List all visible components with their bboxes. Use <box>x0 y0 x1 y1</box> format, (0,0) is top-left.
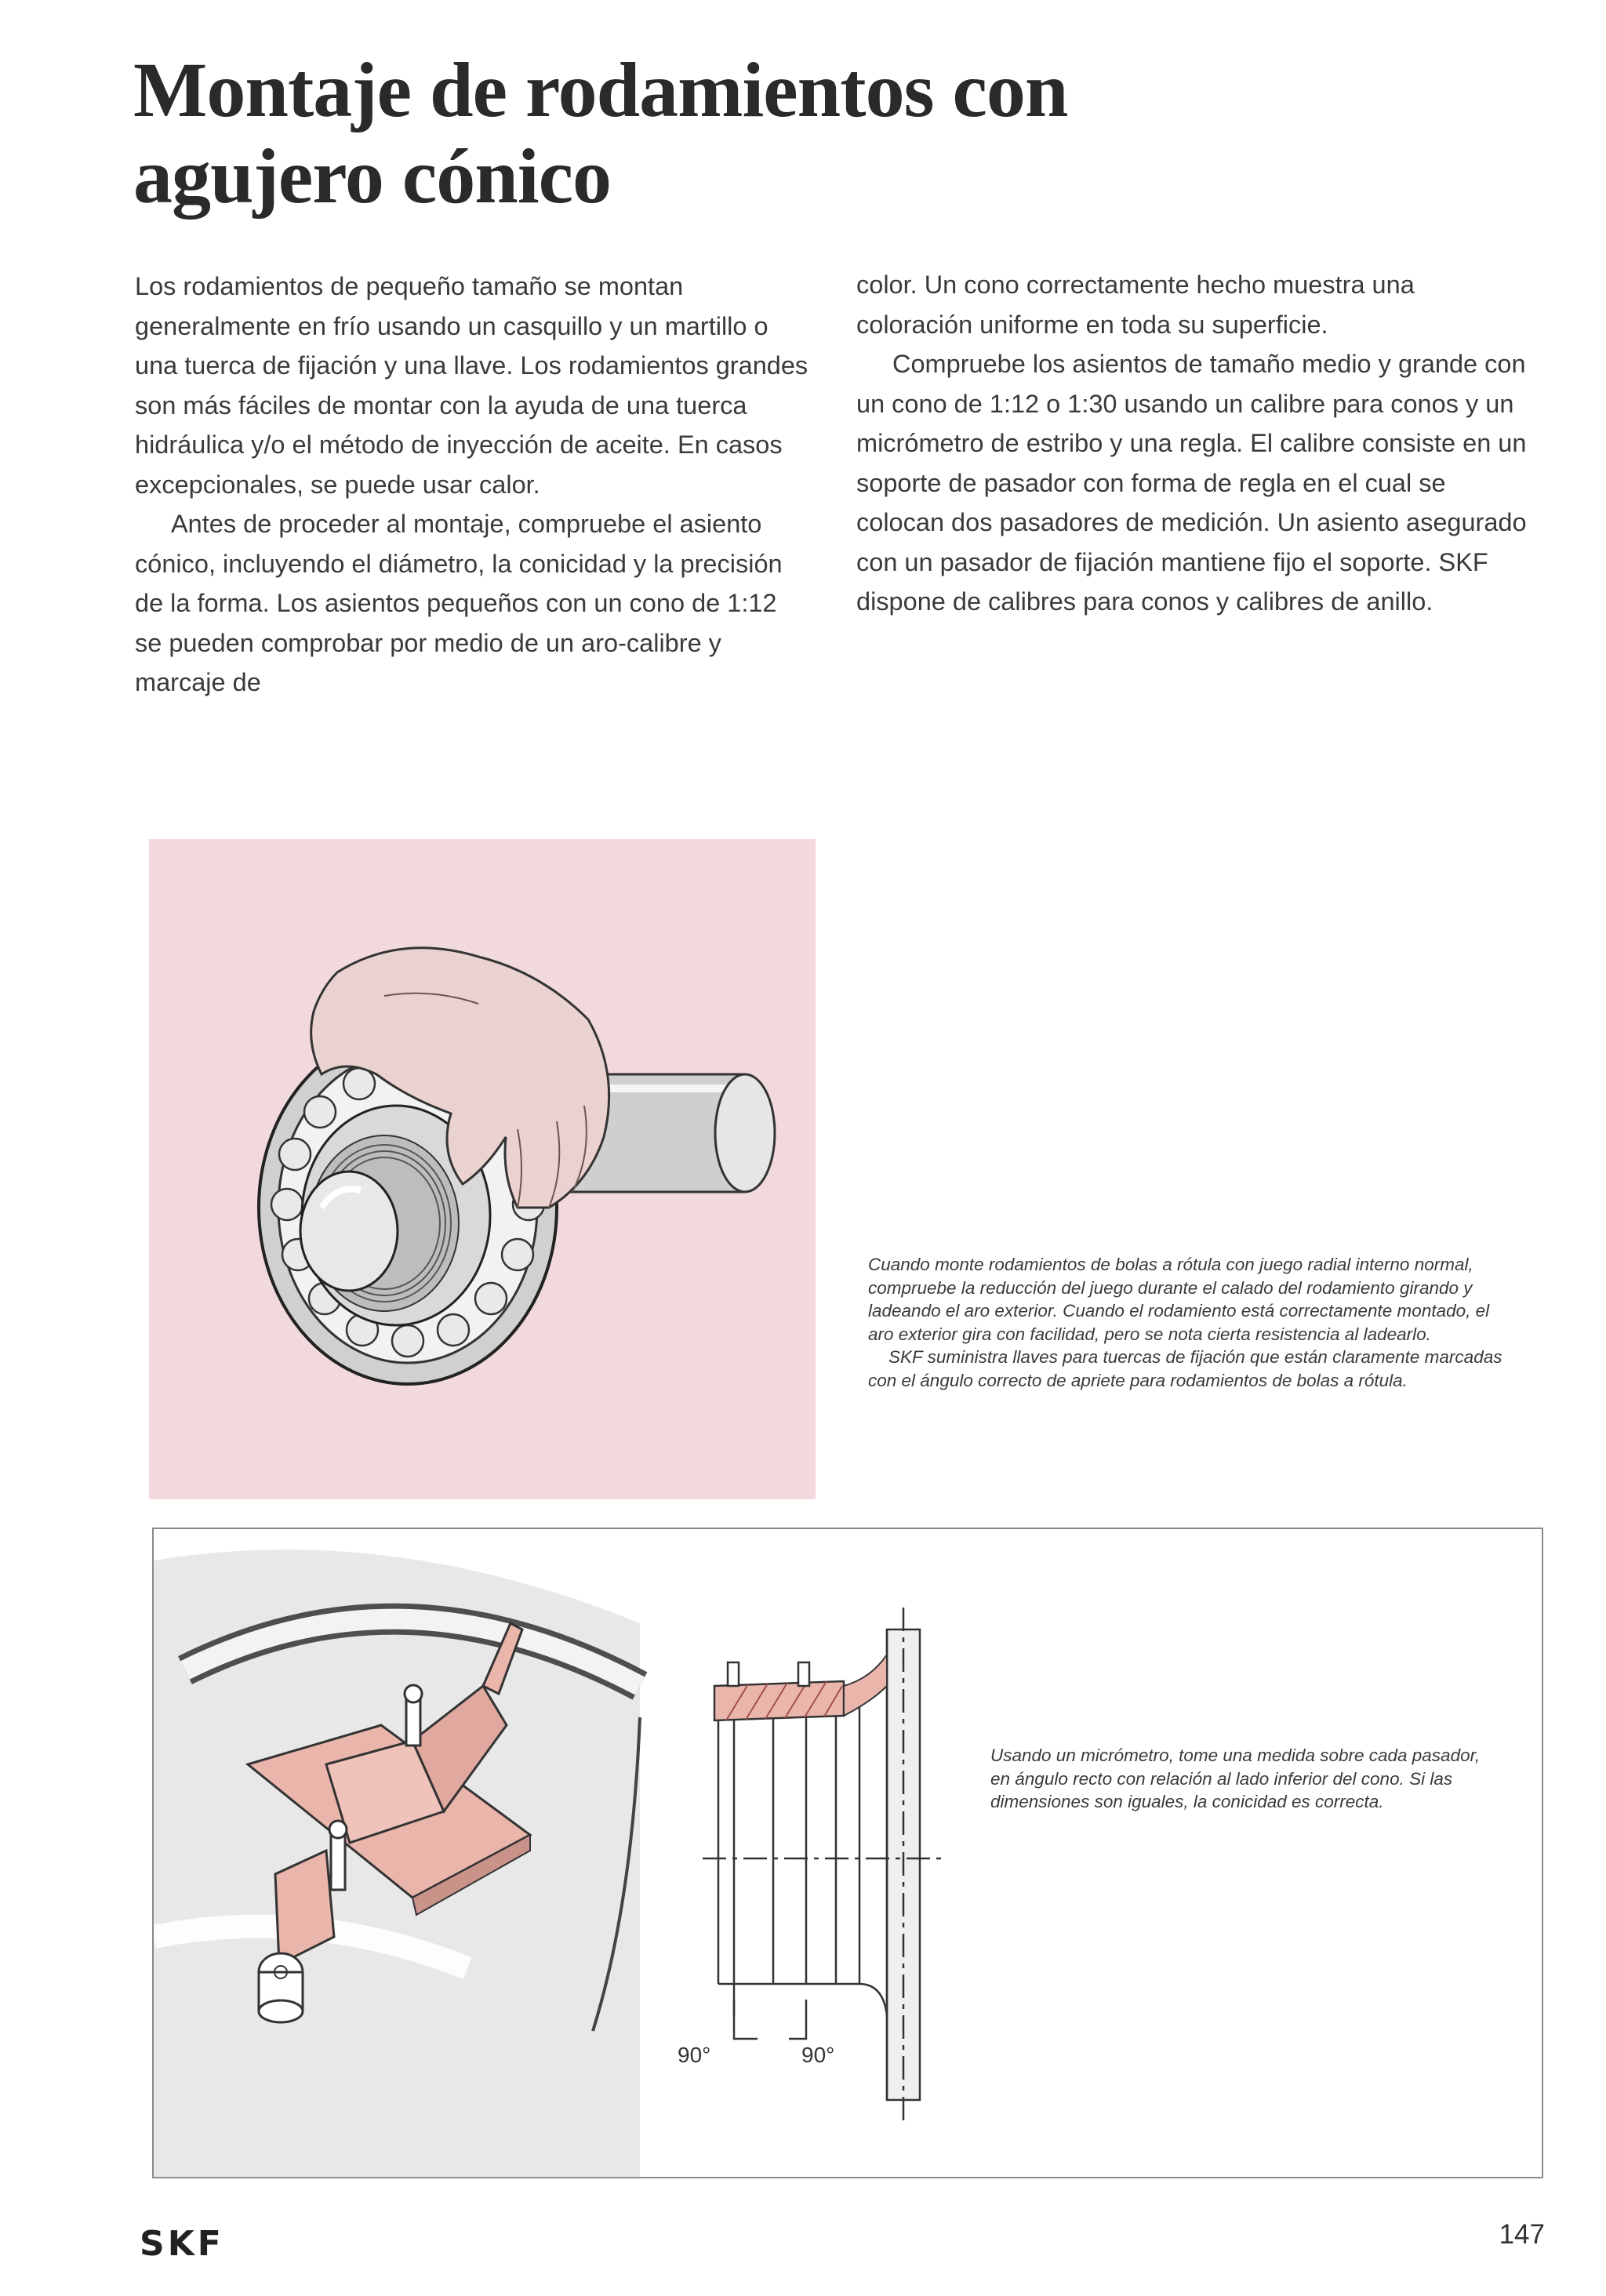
title-line-2: agujero cónico <box>133 133 612 220</box>
photo-caption-paragraph: Cuando monte rodamientos de bolas a rótula con juego radial interno normal, compruebe la reducción del juego durante el calado del rodamiento girando y ladeando el aro exterior. Cuando el rodamiento está correctamente montado, el aro exterior gira con facilidad, pero se nota cierta resistencia al ladearlo. <box>868 1255 1490 1344</box>
page-title <box>133 47 1466 220</box>
diagram-caption <box>990 1744 1492 1814</box>
body-paragraph: Antes de proceder al montaje, compruebe el asiento cónico, incluyendo el diámetro, la conicidad y la precisión de la forma. Los asientos pequeños con un cono de 1:12 se pueden comprobar por medio de un aro-calibre y marcaje de <box>135 510 783 696</box>
skf-logo: SKF <box>140 2224 224 2264</box>
title-line-1: Montaje de rodamientos con <box>133 46 1068 133</box>
angle-label-right: 90° <box>801 2043 835 2067</box>
bearing-hand-illustration <box>149 839 816 1499</box>
taper-gauge-figure <box>152 1528 1543 2178</box>
page-number: 147 <box>1499 2219 1545 2250</box>
bearing-hand-drawing <box>149 839 816 1499</box>
body-paragraph: Los rodamientos de pequeño tamaño se montan generalmente en frío usando un casquillo y un martillo o una tuerca de fijación y una llave. Los rodamientos grandes son más fáciles de montar con la ayuda de una tuerca hidráulica y/o el método de inyección de aceite. En casos excepcionales, se puede usar calor. <box>135 272 808 499</box>
photo-caption-paragraph: SKF suministra llaves para tuercas de fijación que están claramente marcadas con el ángulo correcto de apriete para rodamientos de bolas a rótula. <box>868 1347 1502 1390</box>
diagram-caption-paragraph: Usando un micrómetro, tome una medida sobre cada pasador, en ángulo recto con relación al lado inferior del cono. Si las dimensiones son iguales, la conicidad es correcta. <box>990 1746 1481 1811</box>
body-column-left <box>135 267 809 703</box>
photo-caption <box>868 1253 1511 1392</box>
angle-label-left: 90° <box>678 2043 711 2067</box>
body-paragraph: Compruebe los asientos de tamaño medio y grande con un cono de 1:12 o 1:30 usando un calibre para conos y un micrómetro de estribo y una regla. El calibre consiste en un soporte de pasador con forma de regla en el cual se colocan dos pasadores de medición. Un asiento asegurado con un pasador de fijación mantiene fijo el soporte. SKF dispone de calibres para conos y calibres de anillo. <box>856 350 1527 616</box>
body-column-right <box>856 265 1531 622</box>
taper-gauge-drawing <box>154 1529 1543 2178</box>
body-paragraph: color. Un cono correctamente hecho muestra una coloración uniforme en toda su superficie. <box>856 271 1415 339</box>
